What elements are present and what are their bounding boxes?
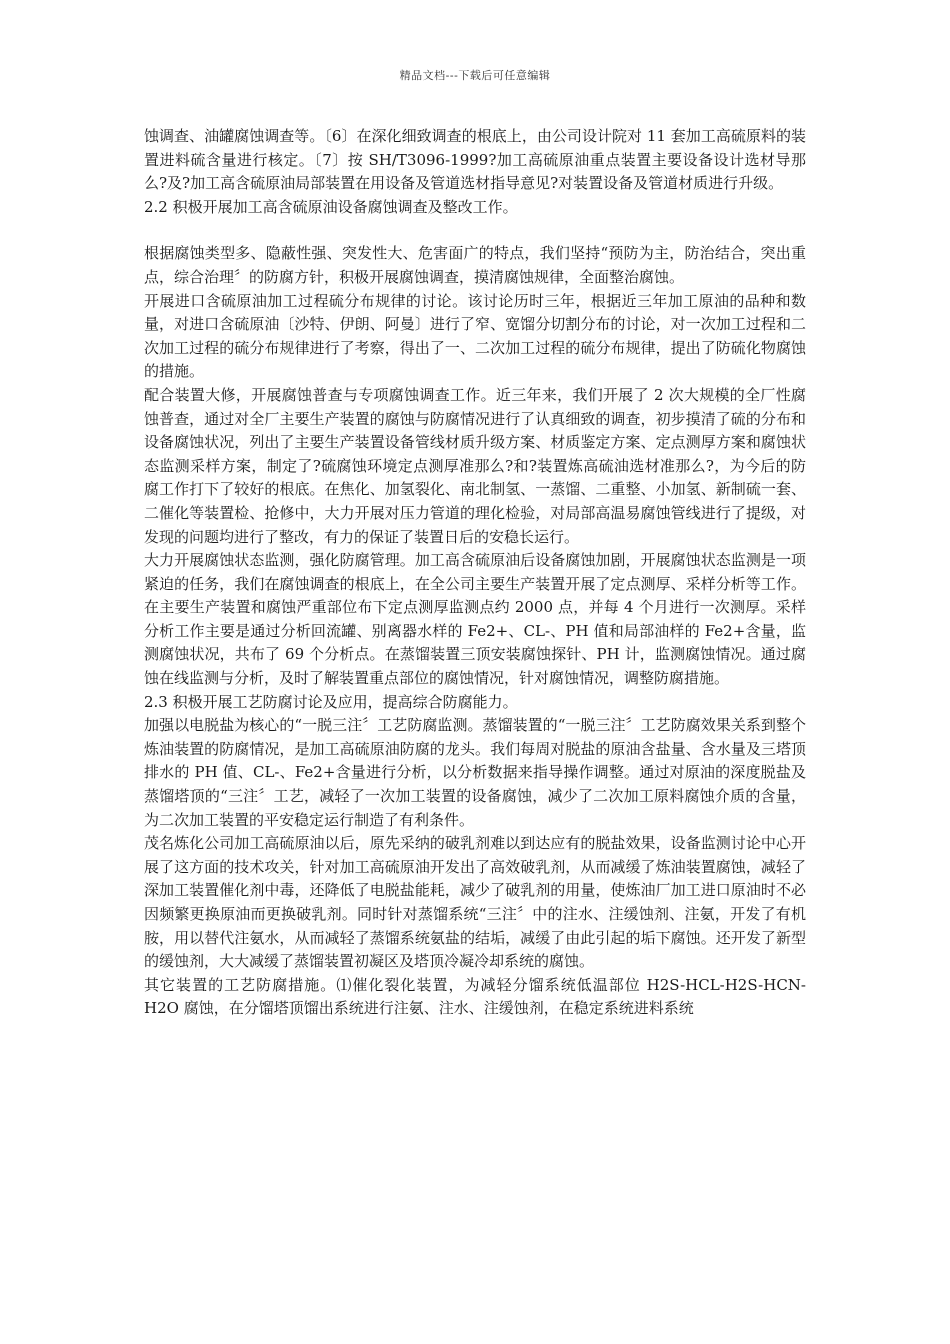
section-heading-2-2: 2.2 积极开展加工高含硫原油设备腐蚀调查及整改工作。	[144, 197, 518, 216]
document-body	[144, 125, 806, 1021]
blank-line	[144, 219, 806, 242]
paragraph-demulsifier: 茂名炼化公司加工高硫原油以后，原先采纳的破乳剂难以到达应有的脱盐效果，设备监测讨论中心开展了这方面的技术攻关，针对加工高硫原油开发出了高效破乳剂，从而减缓了炼油装置腐蚀，减轻了深加工装置催化剂中毒，还降低了电脱盐能耗，减少了破乳剂的用量，使炼油厂加工进口原油时不必因频繁更换原油而更换破乳剂。同时针对蒸馏系统“三注〞中的注水、注缓蚀剂、注氨，开发了有机胺，用以替代注氨水，从而减轻了蒸馏系统氨盐的结垢，减缓了由此引起的垢下腐蚀。还开发了新型的缓蚀剂，大大减缓了蒸馏装置初凝区及塔顶冷凝冷却系统的腐蚀。	[144, 834, 806, 971]
section-heading-2-3: 2.3 积极开展工艺防腐讨论及应用，提高综合防腐能力。	[144, 692, 518, 711]
paragraph-sulfur-distribution: 开展进口含硫原油加工过程硫分布规律的讨论。该讨论历时三年，根据近三年加工原油的品种和数量，对进口含硫原油〔沙特、伊朗、阿曼〕进行了窄、宽馏分切割分布的讨论，对一次加工过程和二次加工过程的硫分布规律进行了考察，得出了一、二次加工过程的硫分布规律，提出了防硫化物腐蚀的措施。	[144, 291, 806, 381]
paragraph-other-units: 其它装置的工艺防腐措施。⑴催化裂化装置，为减轻分馏系统低温部位 H2S-HCL-H2S-HCN-H2O 腐蚀，在分馏塔顶馏出系统进行注氨、注水、注缓蚀剂，在稳定系统进料系统	[144, 975, 806, 1018]
paragraph-corrosion-survey: 配合装置大修，开展腐蚀普查与专项腐蚀调查工作。近三年来，我们开展了 2 次大规模的全厂性腐蚀普查，通过对全厂主要生产装置的腐蚀与防腐情况进行了认真细致的调查，初步摸清了硫的分布和设备腐蚀状况，列出了主要生产装置设备管线材质升级方案、材质鉴定方案、定点测厚方案和腐蚀状态监测采样方案，制定了?硫腐蚀环境定点测厚准那么?和?装置炼高硫油选材准那么?，为今后的防腐工作打下了较好的根底。在焦化、加氢裂化、南北制氢、一蒸馏、二重整、小加氢、新制硫一套、二催化等装置检、抢修中，大力开展对压力管道的理化检验，对局部高温易腐蚀管线进行了提级，对发现的问题均进行了整改，有力的保证了装置日后的安稳长运行。	[144, 385, 806, 546]
paragraph-corrosion-policy: 根据腐蚀类型多、隐蔽性强、突发性大、危害面广的特点，我们坚持“预防为主，防治结合，突出重点，综合治理〞的防腐方针，积极开展腐蚀调查，摸清腐蚀规律，全面整治腐蚀。	[144, 244, 806, 286]
paragraph-material-upgrade: 蚀调查、油罐腐蚀调查等。〔6〕在深化细致调查的根底上，由公司设计院对 11 套加工高硫原料的装置进料硫含量进行核定。〔7〕按 SH/T3096-1999?加工高硫原油重点装置主要设备设计选材导那么?及?加工高含硫原油局部装置在用设备及管道选材指导意见?对装置设备及管道材质进行升级。	[144, 127, 806, 193]
paragraph-desalting: 加强以电脱盐为核心的“一脱三注〞工艺防腐监测。蒸馏装置的“一脱三注〞工艺防腐效果关系到整个炼油装置的防腐情况，是加工高硫原油防腐的龙头。我们每周对脱盐的原油含盐量、含水量及三塔顶排水的 PH 值、CL-、Fe2+含量进行分析，以分析数据来指导操作调整。通过对原油的深度脱盐及蒸馏塔顶的“三注〞工艺，减轻了一次加工装置的设备腐蚀，减少了二次加工原料腐蚀介质的含量，为二次加工装置的平安稳定运行制造了有利条件。	[144, 716, 806, 829]
page-header: 精品文档---下载后可任意编辑	[399, 69, 551, 82]
paragraph-corrosion-monitoring: 大力开展腐蚀状态监测，强化防腐管理。加工高含硫原油后设备腐蚀加剧，开展腐蚀状态监测是一项紧迫的任务，我们在腐蚀调查的根底上，在全公司主要生产装置开展了定点测厚、采样分析等工作。在主要生产装置和腐蚀严重部位布下定点测厚监测点约 2000 点，并每 4 个月进行一次测厚。采样分析工作主要是通过分析回流罐、别离器水样的 Fe2+、CL-、PH 值和局部油样的 Fe2+含量，监测腐蚀状况，共布了 69 个分析点。在蒸馏装置三顶安装腐蚀探针、PH 计，监测腐蚀情况。通过腐蚀在线监测与分析，及时了解装置重点部位的腐蚀情况，针对腐蚀情况，调整防腐措施。	[144, 551, 806, 688]
